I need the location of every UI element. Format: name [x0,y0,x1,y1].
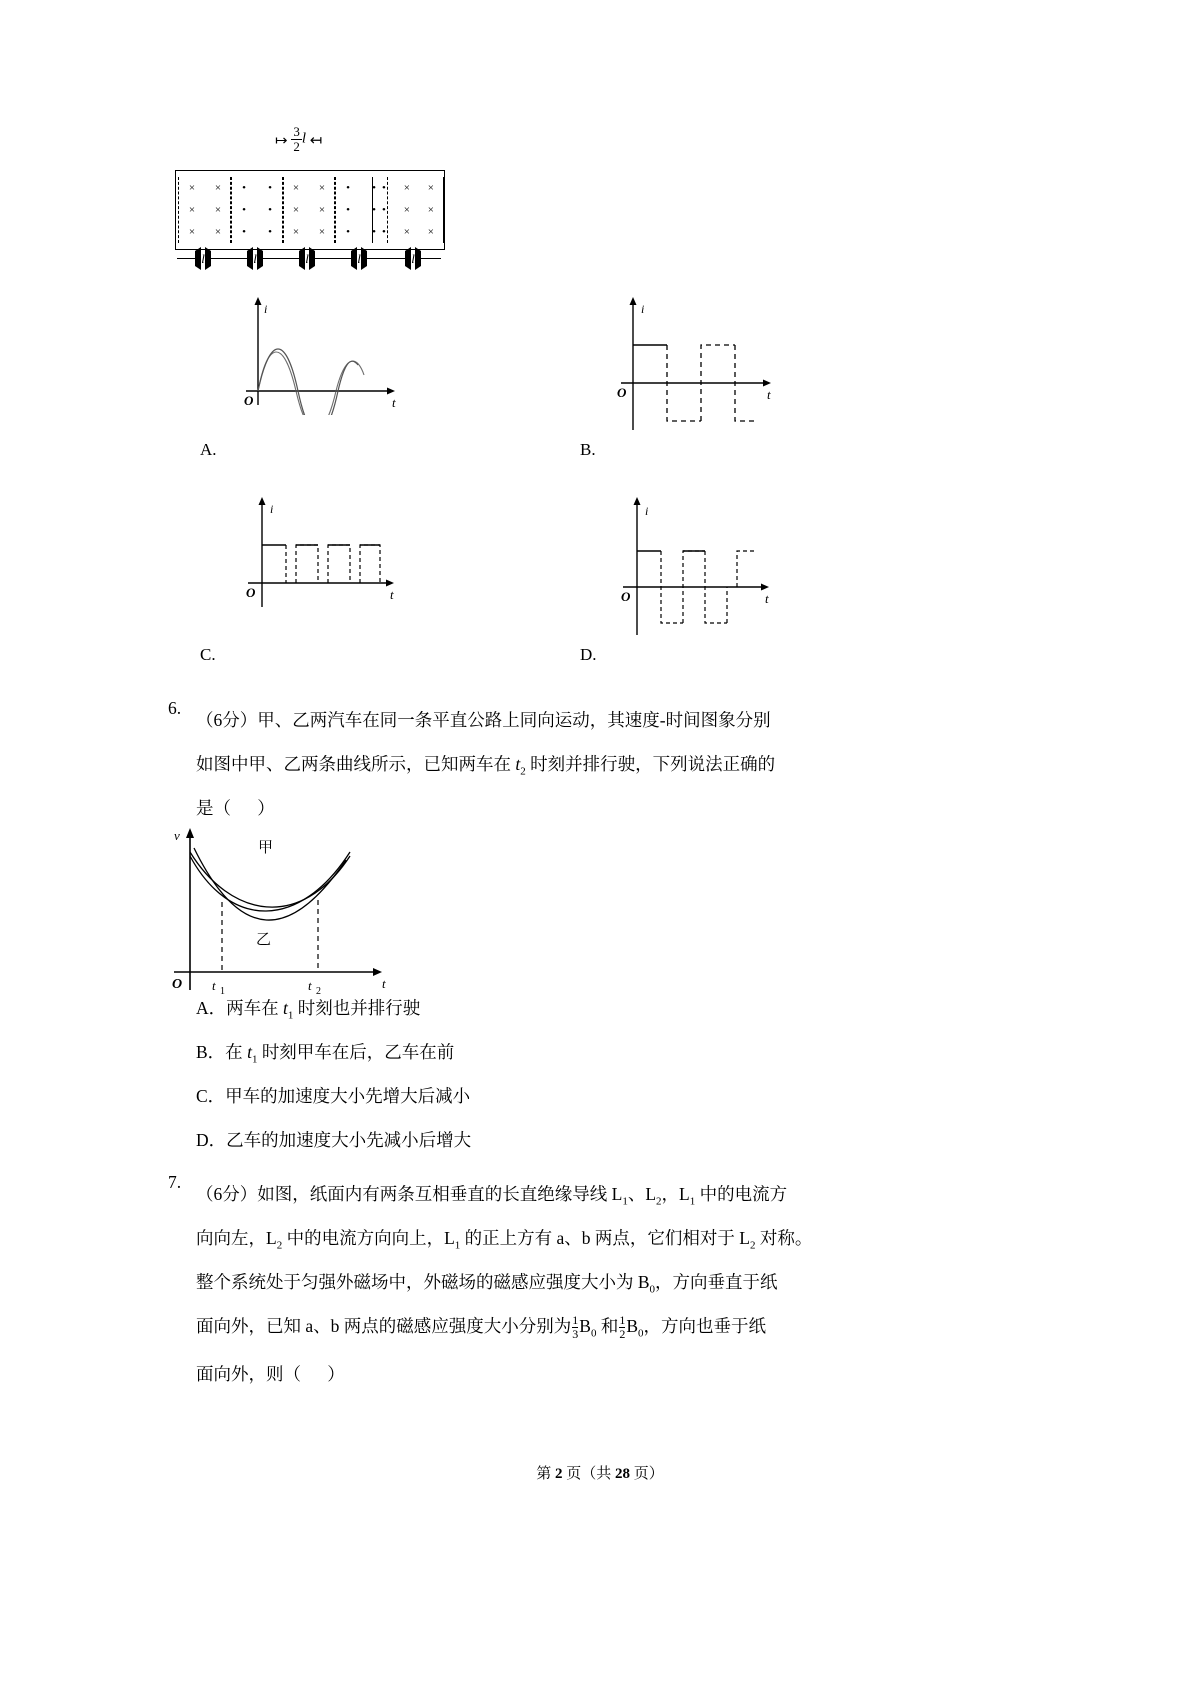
option-b-y-label: i [641,302,645,316]
option-b-graph [615,295,795,440]
field-cell-2: • • • • • • [230,177,284,243]
question-7-line-2: 向向左，$L_2$ 中的电流方向向上，$L_1$ 的正上方有 a、b 两点，它们相对于 $L_2$ 对称。 [196,1228,813,1252]
vt-tick-t2: t [308,978,312,993]
option-d-x-label: t [765,591,769,606]
question-6-line-3: 是（ ） [196,798,275,818]
question-7-line-4: 面向外，已知 a、b 两点的磁感应强度大小分别为 $\frac{1}{3}$ $B_0$ 和 $\frac{1}{2}$ $B_0$，方向也垂于纸 [196,1313,767,1341]
option-c-origin: O [246,585,256,600]
vt-y-label: v [174,828,180,843]
question-6-line-1: （6分）甲、乙两汽车在同一条平直公路上同向运动，其速度‑时间图象分别 [196,710,771,730]
question-7-line-1: （6分）如图，纸面内有两条互相垂直的长直绝缘导线 $L_1$、$L_2$，$L_1$ 中的电流方 [196,1184,788,1208]
vt-curve-label-yi: 乙 [256,932,272,948]
question-6-choice-d: D．乙车的加速度大小先减小后增大 [196,1130,472,1150]
vt-origin: O [172,977,183,992]
question-7-number: 7. [168,1172,182,1192]
option-b-x-label: t [767,387,771,402]
option-d-origin: O [621,589,631,604]
option-c-y-label: i [270,502,274,516]
page-footer [0,1462,1200,1483]
option-c-x-label: t [390,587,394,602]
footer-prefix: 第 [536,1466,552,1482]
option-d-letter: D. [580,645,597,664]
width-denominator: 2 [293,138,300,154]
option-a-letter: A. [200,440,217,459]
dim-segment-1: l [177,251,229,267]
option-b-letter: B. [580,440,596,459]
question-6-choice-a: A．两车在 $t_1$ 时刻也并排行驶 [196,998,421,1022]
field-width-label: ↦ $\frac{3}{2}$ l ↤ [275,124,323,154]
option-a-graph [240,295,410,415]
option-d-graph [615,495,800,645]
option-c-graph [240,495,420,625]
option-a-origin: O [244,393,254,408]
field-cell-4: • • • • • • [334,177,388,243]
question-6-choice-b: B．在 $t_1$ 时刻甲车在后，乙车在前 [196,1042,455,1066]
magnetic-field-figure [175,125,475,275]
question-6-line-2: 如图中甲、乙两条曲线所示，已知两车在 $t_2$ 时刻并排行驶，下列说法正确的 [196,754,776,778]
field-cell-5: • × × • × × • × × [372,177,444,243]
question-6-choice-c: C．甲车的加速度大小先增大后减小 [196,1086,471,1106]
width-unit: l [301,130,306,147]
option-c-letter: C. [200,645,216,664]
vt-tick-t1: t [212,978,216,993]
svg-text:1: 1 [220,986,225,997]
option-a-x-label: t [392,395,396,410]
dimension-row [175,251,443,269]
dim-segment-2: l [229,251,281,267]
option-a-y-label: i [264,302,268,316]
width-numerator: 3 [293,124,300,139]
footer-page-number: 2 [554,1466,563,1482]
footer-middle: 页（共 [566,1466,612,1482]
dim-segment-4: l [333,251,385,267]
field-cell-3: × × × × × × [282,177,336,243]
svg-text:2: 2 [316,986,321,997]
option-d-y-label: i [645,504,649,518]
vt-x-label: t [382,976,386,991]
question-6-number: 6. [168,698,182,718]
footer-suffix: 页） [633,1466,664,1482]
dim-segment-5: l [385,251,441,267]
question-7-line-5: 面向外，则（ ） [196,1364,345,1384]
footer-total-pages: 28 [615,1466,630,1482]
vt-curve-label-jia: 甲 [258,840,274,856]
option-b-origin: O [617,385,627,400]
dim-segment-3: l [281,251,333,267]
velocity-time-graph [160,822,420,1002]
field-region-box [175,170,445,250]
field-cell-1: × × × × × × [178,177,232,243]
question-7-line-3: 整个系统处于匀强外磁场中，外磁场的磁感应强度大小为 $B_0$，方向垂直于纸 [196,1272,778,1296]
